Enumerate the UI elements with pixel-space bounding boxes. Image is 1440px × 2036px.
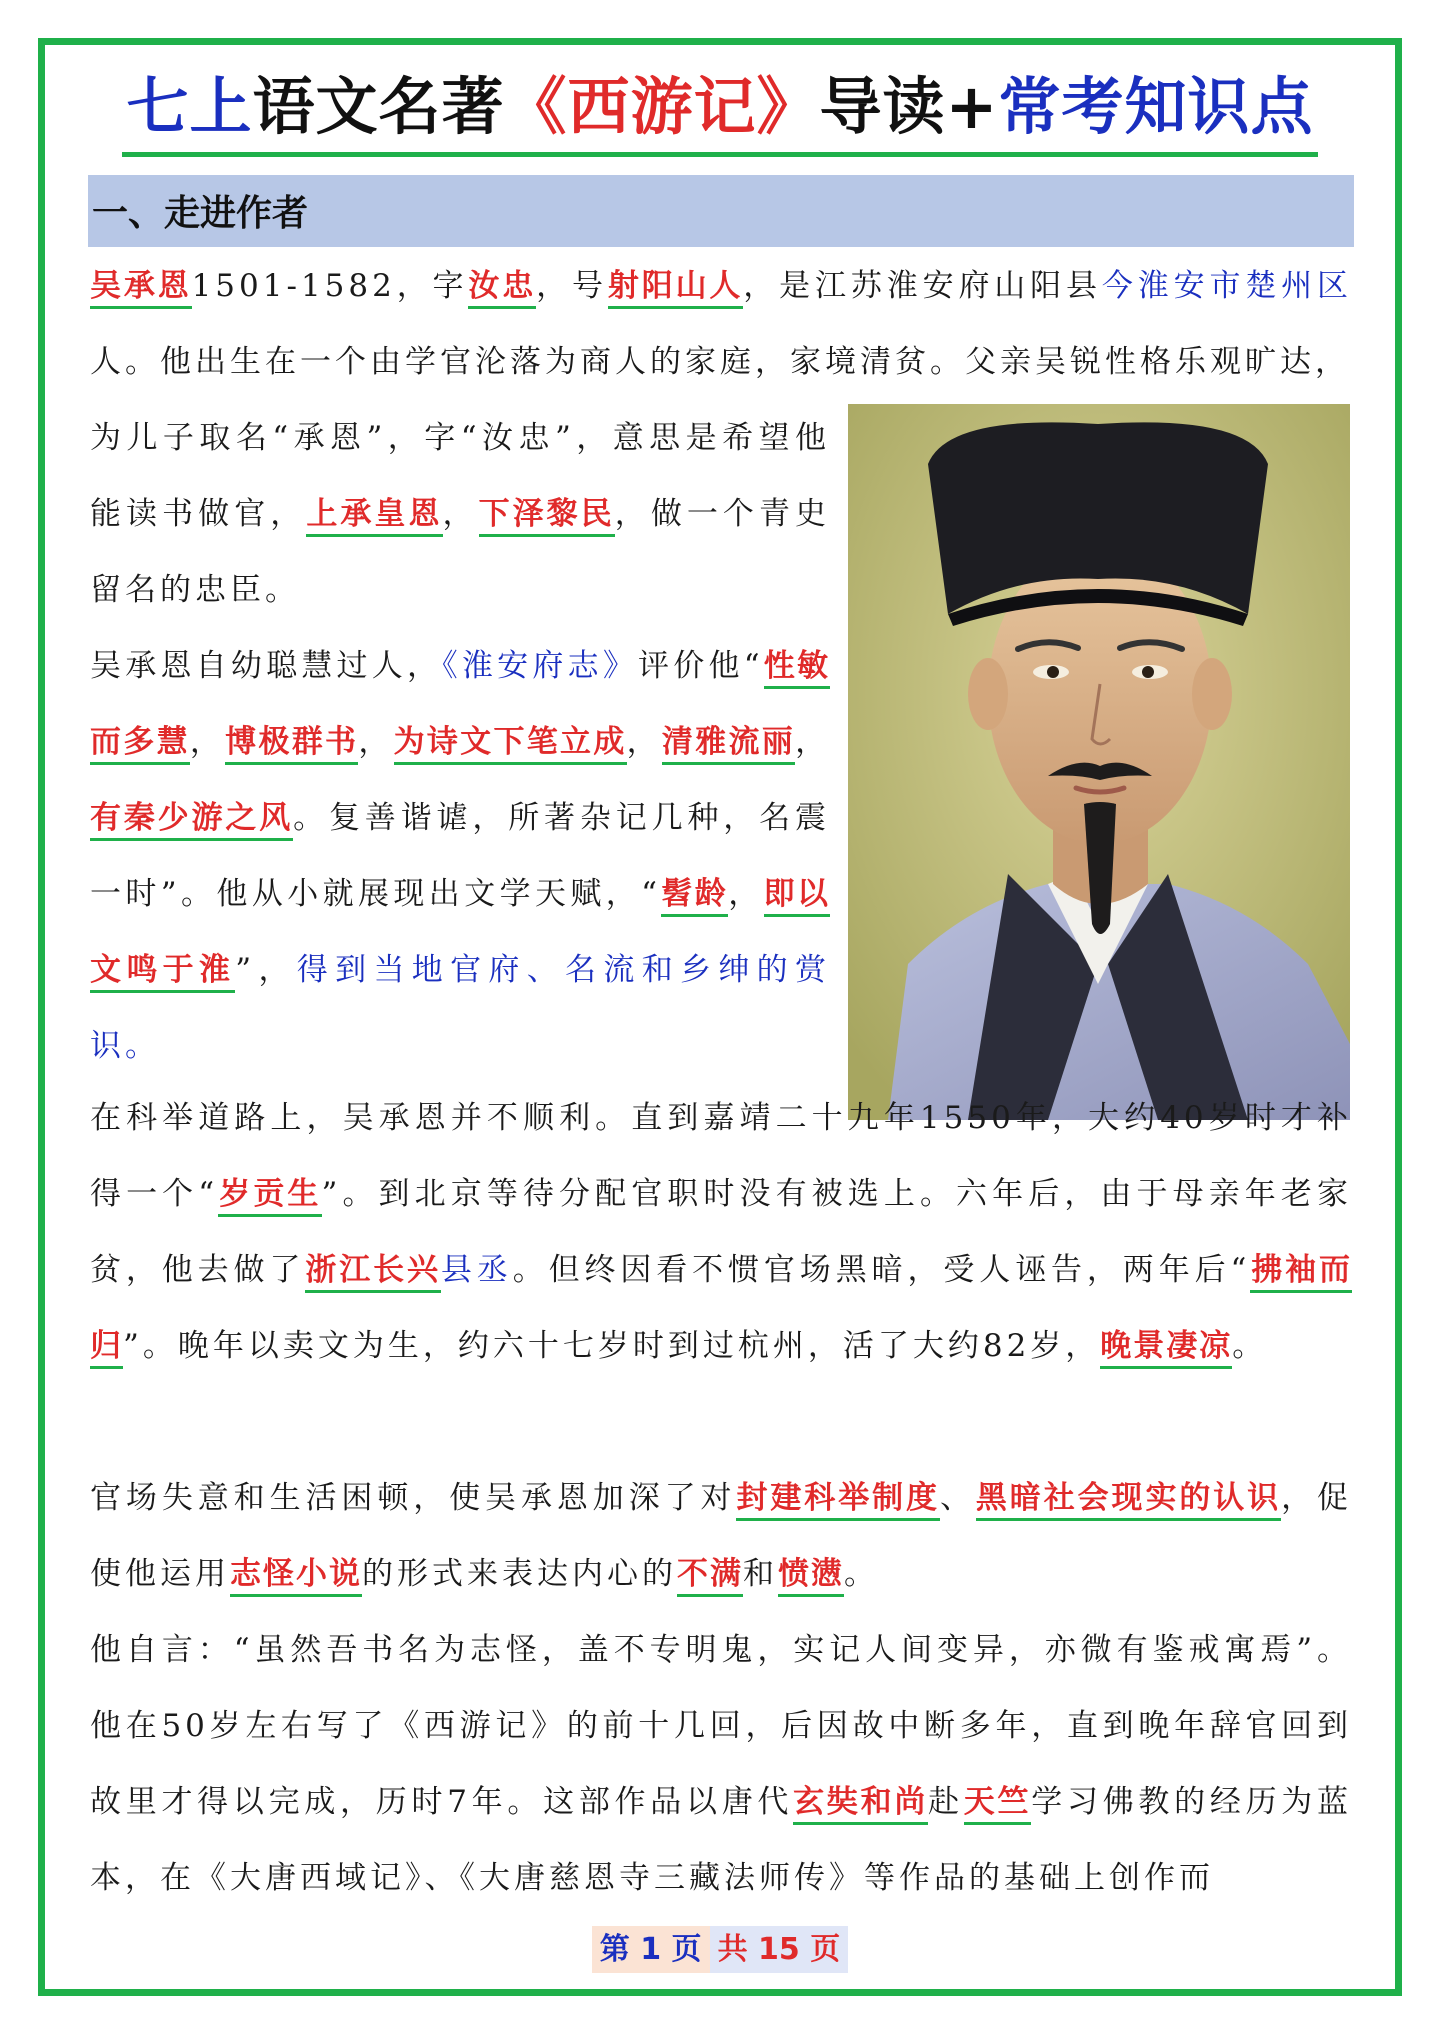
highlight-phrase: 髫龄 (661, 876, 728, 917)
text: 人。他出生在一个由学官沦落为商人的家庭，家境清贫。父亲吴锐性格乐观旷达， (90, 344, 1350, 380)
highlight-phrase: 岁贡生 (218, 1176, 321, 1217)
title-guide: 导读+ (819, 70, 999, 143)
highlight-phrase: 下泽黎民 (479, 496, 615, 537)
portrait-wu-chengen (848, 404, 1350, 1120)
blue-book: 《淮安府志》 (442, 648, 639, 684)
title-knowledge: 常考知识点 (998, 70, 1314, 143)
text: 的形式来表达内心的 (362, 1556, 677, 1592)
text: ， (189, 724, 226, 760)
text: 在科举道路上，吴承恩并不顺利。直到嘉靖二十九年1550年，大约40岁时才补得一个“ (90, 1100, 1352, 1212)
highlight-phrase: 黑暗社会现实的认识 (976, 1480, 1281, 1521)
highlight-phrase: 有秦少游之风 (90, 800, 293, 841)
blue-phrase: 得到当地官府、名流和乡绅的赏识。 (90, 952, 830, 1064)
text: 学习佛教的经历为蓝本，在《大唐西域记》、《大唐慈恩寺三藏法师传》等作品的基础上创作而 (90, 1784, 1353, 1896)
highlight-phrase: 为诗文下笔立成 (394, 724, 627, 765)
text: ，号 (536, 268, 608, 304)
text: ”， (235, 952, 297, 988)
text: 评价他“ (638, 648, 764, 684)
highlight-courtesy-name: 汝忠 (468, 268, 536, 309)
highlight-name: 吴承恩 (90, 268, 192, 309)
title-grade: 七上 (126, 70, 253, 143)
paragraph-author-intro (90, 248, 1352, 400)
text: ， (442, 496, 479, 532)
paragraph-career (90, 1080, 1352, 1384)
highlight-person: 玄奘和尚 (793, 1784, 928, 1825)
paragraph-talent (90, 628, 830, 1084)
text: 他自言：“虽然吾书名为志怪，盖不专明鬼，实记人间变异，亦微有鉴戒寓焉”。他在50岁左右写了《西游记》的前十几回，后因故中断多年，直到晚年辞官回到故里才得以完成，历时7年。这部作品以唐代 (90, 1632, 1352, 1820)
highlight-phrase: 性敏而多慧 (90, 648, 830, 765)
highlight-phrase: 志怪小说 (230, 1556, 362, 1597)
text: ，促使他运用 (90, 1480, 1353, 1592)
highlight-phrase: 封建科举制度 (736, 1480, 940, 1521)
text: ”。到北京等待分配官职时没有被选上。六年后，由于母亲年老家贫，他去做了 (90, 1176, 1352, 1288)
text: ， (795, 724, 831, 760)
highlight-phrase: 拂袖而归 (90, 1252, 1352, 1369)
text: ，是江苏淮安府山阳县 (743, 268, 1102, 304)
text: 、 (939, 1480, 976, 1516)
total-pages: 共 15 页 (710, 1926, 849, 1973)
page-title (0, 62, 1440, 157)
highlight-phrase: 博极群书 (225, 724, 358, 765)
blue-place: 今淮安市楚州区 (1101, 268, 1353, 304)
text: ”。晚年以卖文为生，约六十七岁时到过杭州，活了大约82岁， (123, 1328, 1101, 1364)
section-heading-bar (88, 175, 1354, 247)
section-heading: 一、走进作者 (92, 193, 309, 234)
text: 官场失意和生活困顿，使吴承恩加深了对 (90, 1480, 737, 1516)
text: 。复善谐谑，所著杂记几种，名震一时”。他从小就展现出文学天赋，“ (90, 800, 831, 912)
highlight-place: 浙江长兴 (305, 1252, 441, 1293)
text: 吴承恩自幼聪慧过人， (90, 648, 443, 684)
text: 赴 (928, 1784, 964, 1820)
paragraph-journey-to-the-west (90, 1612, 1352, 1916)
current-page: 第 1 页 (592, 1926, 710, 1973)
text: ，做一个青史留名的忠臣。 (90, 496, 831, 608)
text: 。 (1232, 1328, 1268, 1364)
paragraph-name-meaning (90, 400, 830, 628)
highlight-place: 天竺 (964, 1784, 1031, 1825)
blue-title: 县丞 (440, 1252, 513, 1288)
paragraph-motivation (90, 1460, 1352, 1612)
page-number (0, 1924, 1440, 1968)
highlight-phrase: 不满 (677, 1556, 743, 1597)
highlight-phrase: 清雅流丽 (662, 724, 795, 765)
highlight-pseudonym: 射阳山人 (608, 268, 743, 309)
highlight-phrase: 晚景凄凉 (1100, 1328, 1232, 1369)
highlight-phrase: 即以文鸣于淮 (90, 876, 830, 993)
text: ， (358, 724, 394, 760)
text: 为儿子取名“承恩”，字“汝忠”，意思是希望他能读书做官， (90, 420, 830, 532)
highlight-phrase: 上承皇恩 (306, 496, 442, 537)
text: ， (728, 876, 764, 912)
text: 。但终因看不惯官场黑暗，受人诬告，两年后“ (512, 1252, 1251, 1288)
text: ， (626, 724, 662, 760)
highlight-phrase: 愤懑 (778, 1556, 844, 1597)
text: 。 (844, 1556, 879, 1592)
text: 和 (743, 1556, 778, 1592)
title-subject: 语文名著 (252, 70, 505, 143)
title-book: 《西游记》 (504, 70, 820, 143)
text-years: 1501-1582，字 (191, 268, 469, 304)
